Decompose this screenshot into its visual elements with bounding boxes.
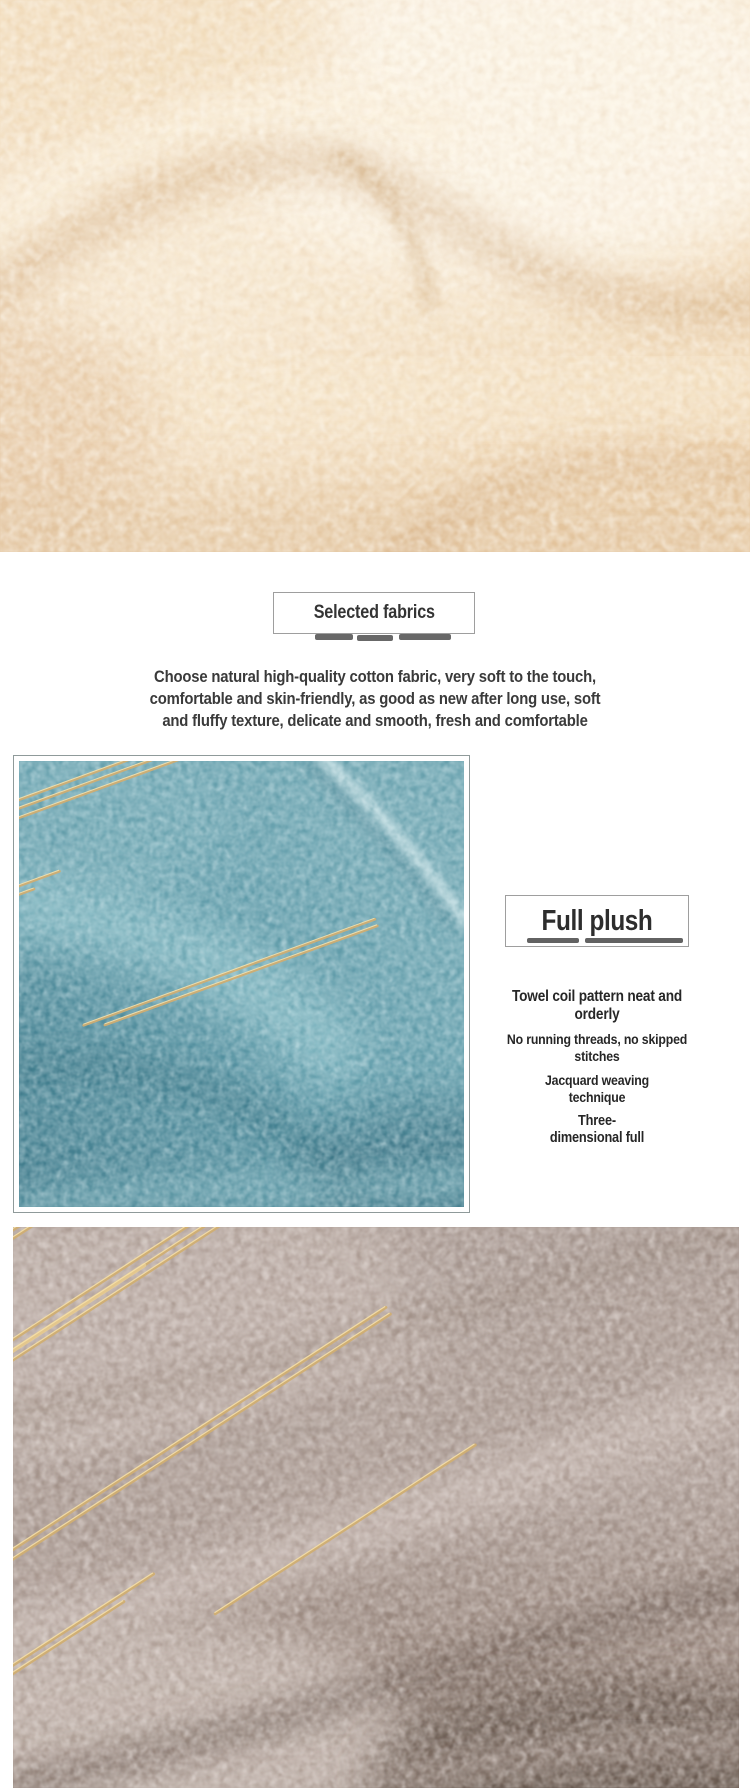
- taupe-towel-art: [13, 1227, 739, 1788]
- feature-item-three-dimensional: [478, 1113, 716, 1147]
- cream-towel-photo: [0, 0, 750, 552]
- covered-text-artifact: [399, 634, 451, 640]
- taupe-towel-photo: [13, 1227, 739, 1788]
- feature-line: technique: [568, 1089, 626, 1105]
- teal-towel-art: [19, 761, 464, 1207]
- covered-text-artifact: [357, 635, 393, 641]
- selected-fabrics-badge-label: Selected fabrics: [313, 602, 435, 623]
- feature-line: Towel coil pattern neat and: [511, 988, 683, 1005]
- teal-towel-framed-photo: [13, 755, 470, 1213]
- fabric-description-line-2: comfortable and skin-friendly, as good as new after long use, soft: [149, 690, 601, 708]
- feature-line: Jacquard weaving: [544, 1072, 650, 1088]
- selected-fabrics-badge: [273, 592, 475, 634]
- covered-text-artifact: [315, 634, 353, 640]
- feature-item-jacquard-weaving: [478, 1072, 716, 1106]
- fabric-description: [55, 666, 695, 732]
- feature-item-coil-pattern: [478, 988, 716, 1024]
- feature-line: stitches: [574, 1048, 620, 1064]
- feature-line: Three-: [578, 1113, 616, 1129]
- plush-feature-list: [478, 988, 716, 1154]
- fabric-description-line-3: and fluffy texture, delicate and smooth, fresh and comfortable: [162, 712, 588, 730]
- feature-item-no-running-threads: [478, 1031, 716, 1065]
- full-plush-badge-label: Full plush: [541, 904, 653, 937]
- cream-towel-art: [0, 0, 750, 552]
- feature-line: dimensional full: [549, 1130, 645, 1146]
- covered-text-artifact: [585, 938, 683, 943]
- feature-line: orderly: [574, 1006, 620, 1023]
- feature-line: No running threads, no skipped: [506, 1031, 688, 1047]
- fabric-description-line-1: Choose natural high-quality cotton fabric, very soft to the touch,: [154, 668, 596, 686]
- covered-text-artifact: [527, 938, 579, 943]
